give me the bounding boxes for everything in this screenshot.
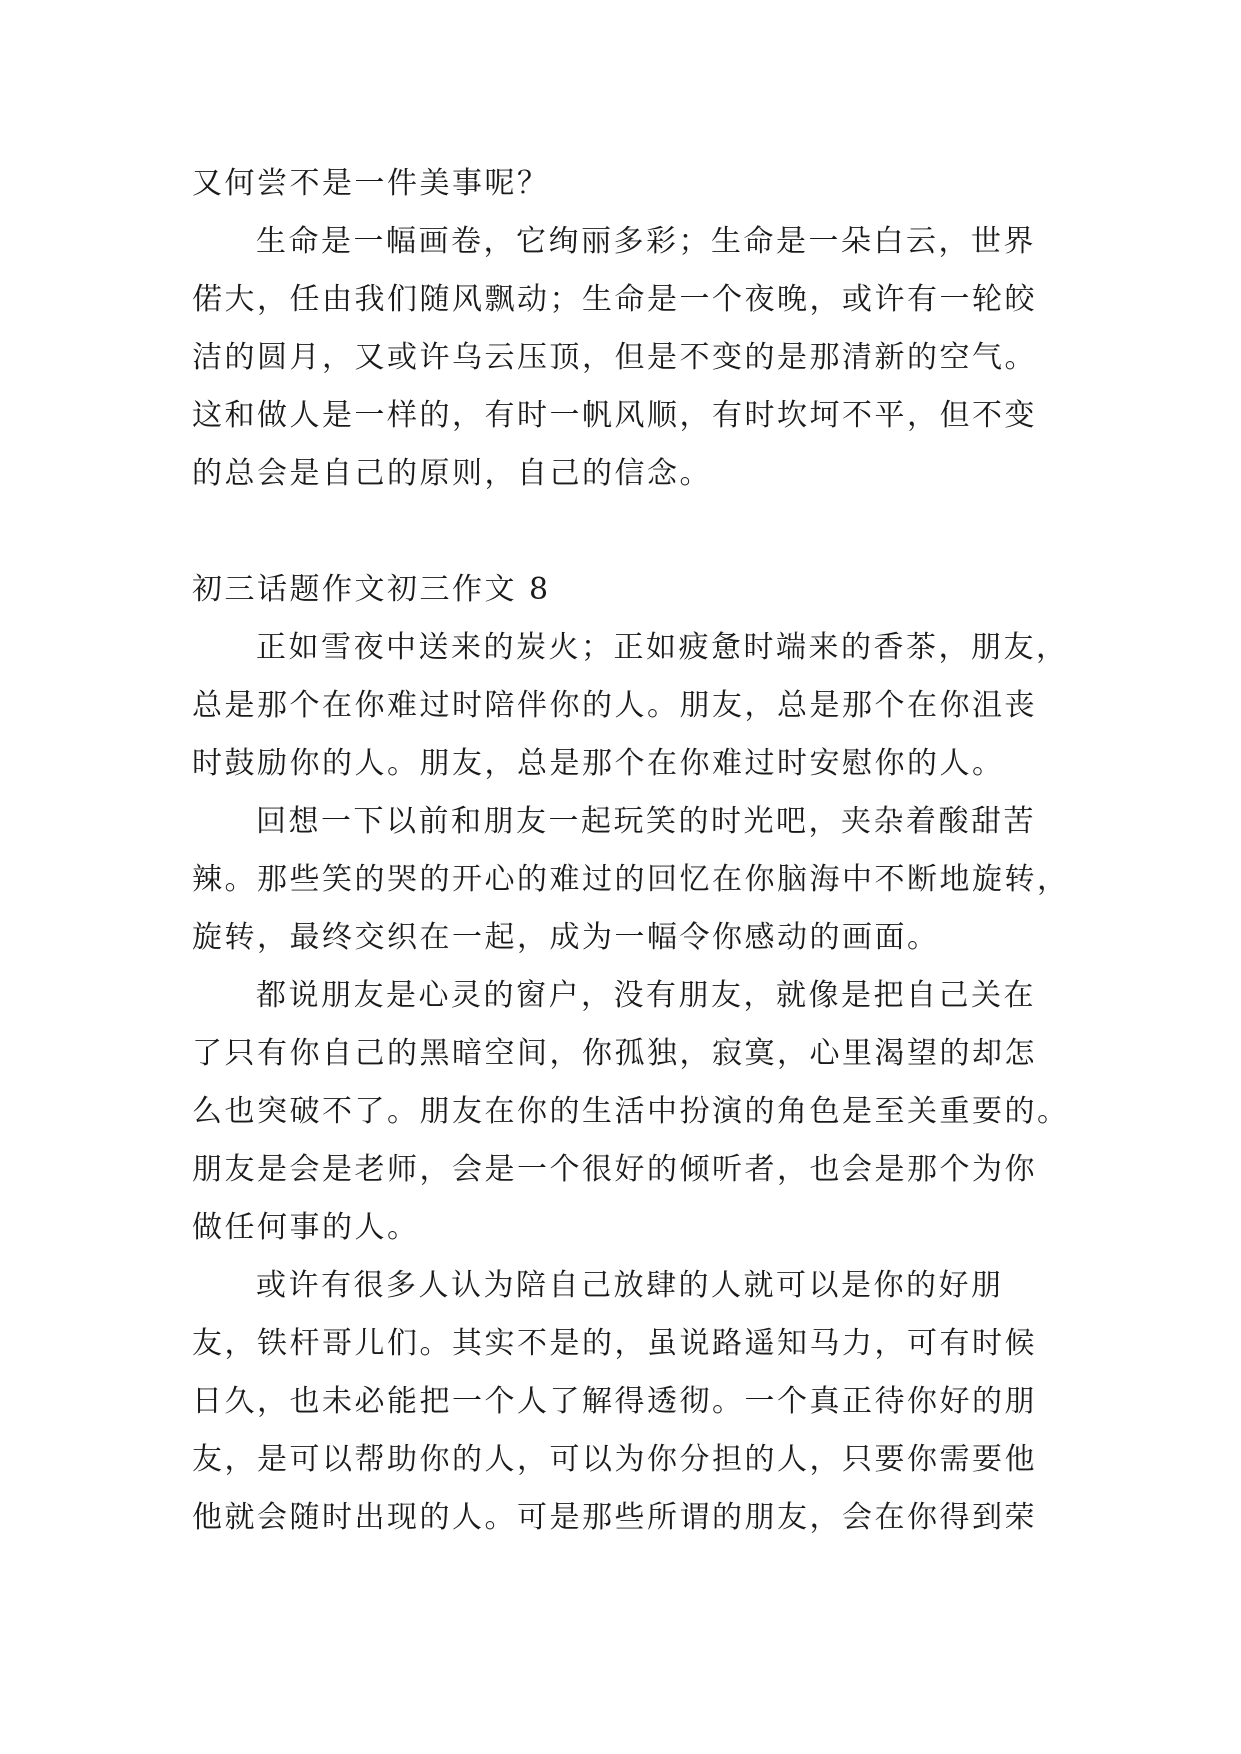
text-line: 又何尝不是一件美事呢？: [192, 166, 550, 201]
paragraph-start-line: 生命是一幅画卷，它绚丽多彩；生命是一朵白云，世界: [256, 224, 1036, 259]
text-line: 的总会是自己的原则，自己的信念。: [192, 456, 712, 491]
paragraph-start-line: 或许有很多人认为陪自己放肆的人就可以是你的好朋: [256, 1268, 1004, 1303]
essay-heading: 初三话题作文初三作文 8: [192, 572, 551, 607]
text-line: 偌大，任由我们随风飘动；生命是一个夜晚，或许有一轮皎: [192, 282, 1037, 317]
text-line: 了只有你自己的黑暗空间，你孤独，寂寞，心里渴望的却怎: [192, 1036, 1037, 1071]
text-line: 日久，也未必能把一个人了解得透彻。一个真正待你好的朋: [192, 1384, 1037, 1419]
text-line: 这和做人是一样的，有时一帆风顺，有时坎坷不平，但不变: [192, 398, 1037, 433]
text-line: 么也突破不了。朋友在你的生活中扮演的角色是至关重要的。: [192, 1094, 1070, 1129]
text-line: 朋友是会是老师，会是一个很好的倾听者，也会是那个为你: [192, 1152, 1037, 1187]
text-line: 总是那个在你难过时陪伴你的人。朋友，总是那个在你沮丧: [192, 688, 1037, 723]
paragraph-start-line: 正如雪夜中送来的炭火；正如疲惫时端来的香茶，朋友，: [256, 630, 1069, 665]
text-line: 友，是可以帮助你的人，可以为你分担的人，只要你需要他: [192, 1442, 1037, 1477]
essay-text: [192, 155, 1072, 1547]
text-line: 他就会随时出现的人。可是那些所谓的朋友，会在你得到荣: [192, 1500, 1037, 1535]
paragraph-gap: [192, 503, 1072, 561]
text-line: 旋转，最终交织在一起，成为一幅令你感动的画面。: [192, 920, 940, 955]
text-line: 时鼓励你的人。朋友，总是那个在你难过时安慰你的人。: [192, 746, 1005, 781]
text-line: 做任何事的人。: [192, 1210, 420, 1245]
paragraph-start-line: 回想一下以前和朋友一起玩笑的时光吧，夹杂着酸甜苦: [256, 804, 1036, 839]
text-line: 友，铁杆哥儿们。其实不是的，虽说路遥知马力，可有时候: [192, 1326, 1037, 1361]
paragraph-start-line: 都说朋友是心灵的窗户，没有朋友，就像是把自己关在: [256, 978, 1036, 1013]
text-line: 辣。那些笑的哭的开心的难过的回忆在你脑海中不断地旋转，: [192, 862, 1070, 897]
text-line: 洁的圆月，又或许乌云压顶，但是不变的是那清新的空气。: [192, 340, 1037, 375]
